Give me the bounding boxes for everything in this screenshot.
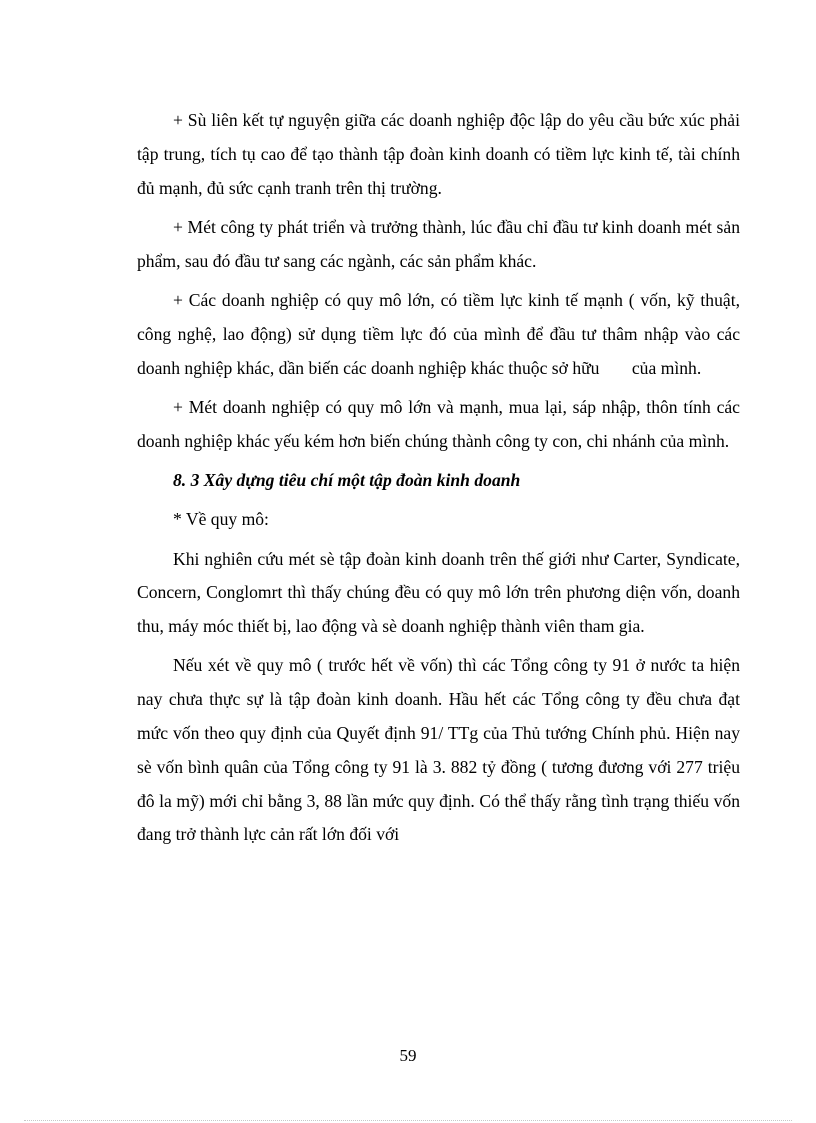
paragraph-world-groups: Khi nghiên cứu mét sè tập đoàn kinh doanh trên thế giới như Carter, Syndicate, Concern, Conglomrt thì thấy chúng đều có quy mô lớn trên phương diện vốn, doanh thu, máy móc thiết bị, lao động và sè doanh nghiệp thành viên tham gia. (137, 548, 740, 637)
paragraph-voluntary-linkage: + Sù liên kết tự nguyện giữa các doanh nghiệp độc lập do yêu cầu bức xúc phải tập trung, tích tụ cao để tạo thành tập đoàn kinh doanh có tiềm lực kinh tế, tài chính đủ mạnh, đủ sức cạnh tranh trên thị trường. (137, 110, 740, 198)
paragraph-capital-scale: Nếu xét về quy mô ( trước hết về vốn) thì các Tổng công ty 91 ở nước ta hiện nay chưa thực sự là tập đoàn kinh doanh. Hầu hết các Tổng công ty đều chưa đạt mức vốn theo quy định của Quyết định 91/ TTg của Thủ tướng Chính phủ. Hiện nay sè vốn bình quân của Tổng công ty 91 là 3. 882 tỷ đồng ( tương đương với 277 triệu đô la mỹ) mới chỉ bằng 3, 88 lần mức quy định. Có thể thấy rằng tình trạng thiếu vốn đang trở thành lực cản rất lớn đối với (137, 655, 740, 845)
paragraph-large-enterprises (137, 284, 740, 385)
paragraph-acquisition: + Mét doanh nghiệp có quy mô lớn và mạnh, mua lại, sáp nhập, thôn tính các doanh nghiệp khác yếu kém hơn biến chúng thành công ty con, chi nhánh của mình. (137, 396, 740, 451)
paragraph-company-growth: + Mét công ty phát triển và trưởng thành, lúc đầu chỉ đầu tư kinh doanh mét sản phẩm, sau đó đầu tư sang các ngành, các sản phẩm khác. (137, 216, 740, 271)
paragraph-large-enterprises-text: + Các doanh nghiệp có quy mô lớn, có tiềm lực kinh tế mạnh ( vốn, kỹ thuật, công nghệ, lao động) sử dụng tiềm lực đó của mình để đầu tư thâm nhập vào các doanh nghiệp khác, dần biến các doanh nghiệp khác thuộc sở hữu (137, 289, 740, 378)
document-body (137, 104, 740, 858)
section-heading: 8. 3 Xây dựng tiêu chí một tập đoàn kinh doanh (173, 469, 521, 490)
paragraph-scale-label: * Về quy mô: (173, 509, 269, 530)
page-number: 59 (399, 1046, 417, 1065)
paragraph-large-enterprises-end: của mình. (631, 357, 702, 378)
footer-divider (24, 1120, 792, 1121)
